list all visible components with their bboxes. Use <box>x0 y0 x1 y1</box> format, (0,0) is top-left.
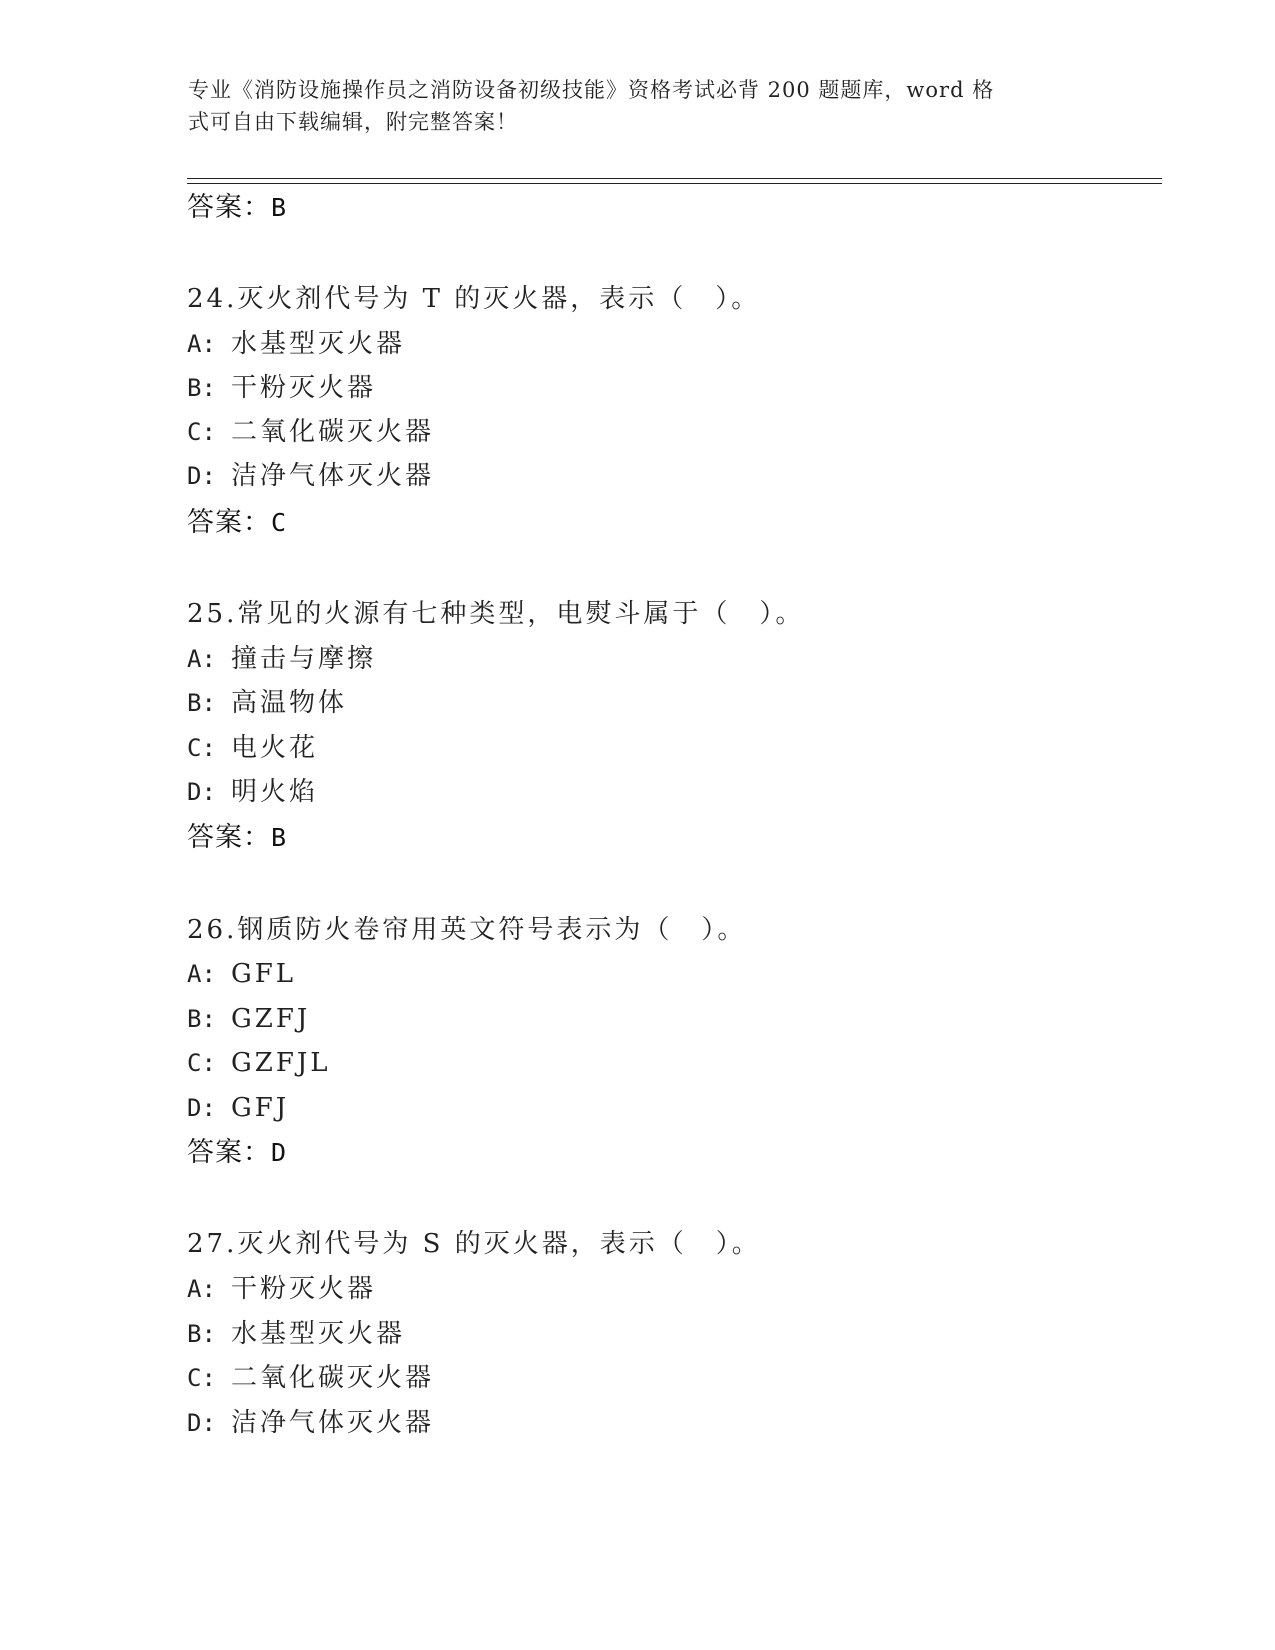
option-letter: C: <box>187 1364 216 1392</box>
option-text: 干粉灭火器 <box>231 1274 377 1304</box>
option-text: 二氧化碳灭火器 <box>231 1363 435 1393</box>
option-text: 水基型灭火器 <box>231 329 406 359</box>
option-text: 水基型灭火器 <box>231 1319 406 1349</box>
question-24-option-d <box>187 459 434 493</box>
question-27-option-b <box>187 1317 405 1351</box>
question-24-option-c <box>187 415 434 449</box>
question-26-stem: 26.钢质防火卷帘用英文符号表示为（ ）。 <box>187 915 747 945</box>
option-letter: D: <box>187 462 216 490</box>
option-letter: A: <box>187 960 216 988</box>
header-divider-bottom <box>187 183 1162 184</box>
question-25-stem: 25.常见的火源有七种类型，电熨斗属于（ ）。 <box>187 599 805 629</box>
question-25-option-c <box>187 731 318 765</box>
option-text: GFJ <box>231 1093 290 1123</box>
option-text: GZFJ <box>231 1004 311 1034</box>
header-divider-top <box>187 178 1162 179</box>
header-line-1: 专业《消防设施操作员之消防设备初级技能》资格考试必背 200 题题库，word 格 <box>188 78 995 102</box>
question-27-option-a <box>187 1272 376 1306</box>
option-text: 洁净气体灭火器 <box>231 461 435 491</box>
answer-previous <box>187 191 287 225</box>
question-24-stem: 24.灭火剂代号为 T 的灭火器，表示（ ）。 <box>187 284 761 314</box>
question-26-option-b <box>187 1002 310 1036</box>
question-24-answer <box>187 506 287 540</box>
option-text: 干粉灭火器 <box>231 373 377 403</box>
question-24-option-b <box>187 371 376 405</box>
option-text: 二氧化碳灭火器 <box>231 417 435 447</box>
option-letter: B: <box>187 1320 216 1348</box>
option-letter: D: <box>187 1409 216 1437</box>
question-27-stem: 27.灭火剂代号为 S 的灭火器，表示（ ）。 <box>187 1229 761 1259</box>
option-text: 电火花 <box>231 733 319 763</box>
question-24-option-a <box>187 327 405 361</box>
answer-label: 答案： <box>187 507 271 538</box>
question-27-option-d <box>187 1406 434 1440</box>
answer-label: 答案： <box>187 822 271 853</box>
option-text: GZFJL <box>231 1048 331 1078</box>
option-letter: D: <box>187 1094 216 1122</box>
question-25-option-d <box>187 775 318 809</box>
question-26-answer <box>187 1136 287 1170</box>
question-26-option-c <box>187 1046 331 1080</box>
option-text: 明火焰 <box>231 777 319 807</box>
question-25-answer <box>187 821 287 855</box>
option-text: 高温物体 <box>231 688 348 718</box>
question-25-option-a <box>187 642 376 676</box>
answer-value: B <box>271 193 288 222</box>
document-header <box>188 74 1068 138</box>
option-letter: C: <box>187 734 216 762</box>
answer-value: D <box>271 1138 288 1167</box>
option-letter: C: <box>187 1049 216 1077</box>
option-letter: B: <box>187 1005 216 1033</box>
answer-value: C <box>271 508 288 537</box>
option-letter: A: <box>187 645 216 673</box>
option-letter: A: <box>187 330 216 358</box>
option-letter: D: <box>187 778 216 806</box>
option-text: GFL <box>231 959 297 989</box>
answer-label: 答案： <box>187 1137 271 1168</box>
option-letter: A: <box>187 1275 216 1303</box>
option-letter: B: <box>187 374 216 402</box>
option-text: 洁净气体灭火器 <box>231 1408 435 1438</box>
option-letter: C: <box>187 418 216 446</box>
answer-label: 答案： <box>187 192 271 223</box>
question-26-option-a <box>187 957 296 991</box>
question-26-option-d <box>187 1091 289 1125</box>
header-line-2: 式可自由下载编辑，附完整答案！ <box>188 110 518 134</box>
option-text: 撞击与摩擦 <box>231 644 377 674</box>
question-27-option-c <box>187 1361 434 1395</box>
option-letter: B: <box>187 689 216 717</box>
question-25-option-b <box>187 686 347 720</box>
answer-value: B <box>271 823 288 852</box>
